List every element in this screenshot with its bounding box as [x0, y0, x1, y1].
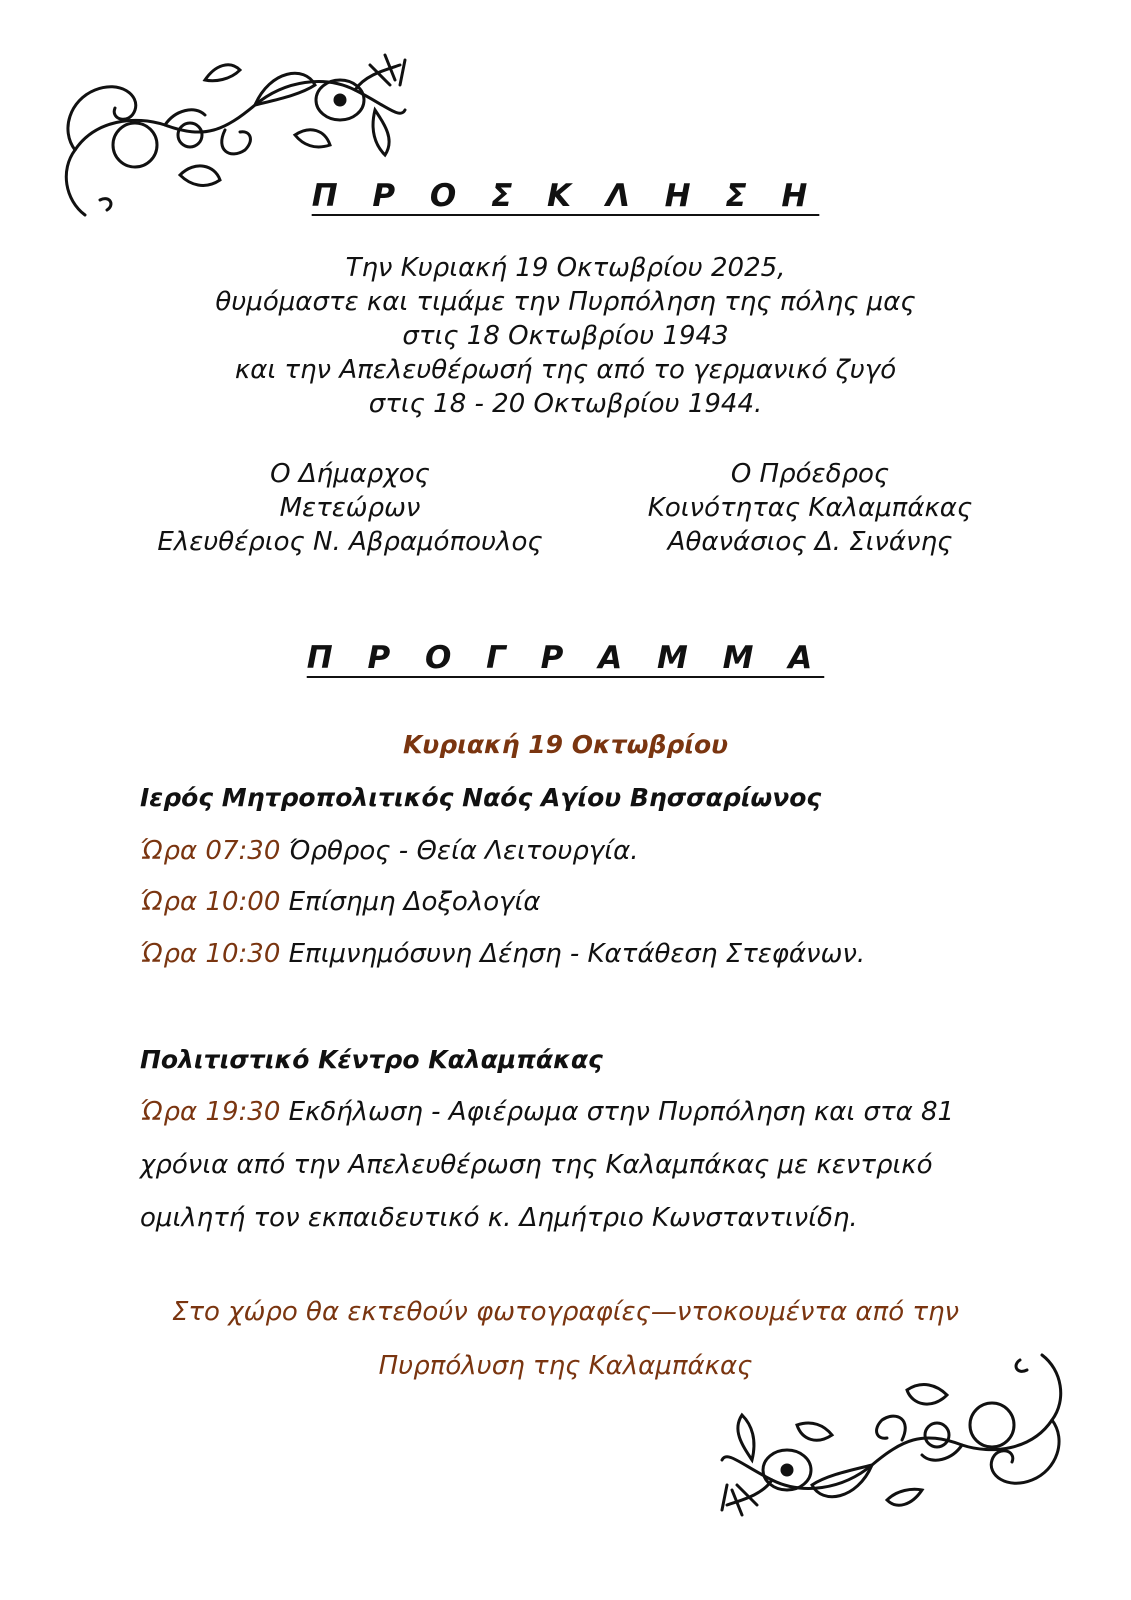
signatory-president: [630, 457, 990, 559]
program-day-heading: Κυριακή 19 Οκτωβρίου: [402, 730, 729, 759]
note-line: Πυρπόλυση της Καλαμπάκας: [378, 1351, 753, 1381]
intro-line: και την Απελευθέρωσή της από το γερμανικό ζυγό: [234, 355, 897, 385]
intro-line: στις 18 Οκτωβρίου 1943: [402, 321, 729, 351]
invitation-intro: [0, 251, 1131, 421]
signatory-municipality: Μετεώρων: [279, 493, 421, 523]
event-description: Επίσημη Δοξολογία: [280, 887, 541, 917]
event-time: Ώρα 10:30: [140, 939, 281, 969]
event-description: Εκδήλωση - Αφιέρωμα στην Πυρπόληση και στα 81: [280, 1097, 955, 1127]
program-title: Π Ρ Ο Γ Ρ Α Μ Μ Α: [306, 640, 825, 676]
signatory-name: Ελευθέριος Ν. Αβραμόπουλος: [157, 527, 543, 557]
event-time: Ώρα 07:30: [140, 836, 281, 866]
event-description: Επιμνημόσυνη Δέηση - Κατάθεση Στεφάνων.: [280, 939, 866, 969]
signatory-mayor: [135, 457, 565, 559]
signatory-name: Αθανάσιος Δ. Σινάνης: [667, 527, 953, 557]
note-line: Στο χώρο θα εκτεθούν φωτογραφίες—ντοκουμέντα από την: [171, 1297, 960, 1327]
venue-cathedral: Ιερός Μητροπολιτικός Ναός Αγίου Βησσαρίωνος: [140, 783, 822, 812]
event-description-continued: ομιλητή τον εκπαιδευτικό κ. Δημήτριο Κωνσταντινίδη.: [140, 1203, 858, 1233]
program-event: [140, 836, 639, 866]
event-description: Όρθρος - Θεία Λειτουργία.: [280, 836, 639, 866]
signatory-role: Ο Δήμαρχος: [270, 459, 430, 489]
program-event: [140, 887, 540, 917]
signatory-role: Ο Πρόεδρος: [730, 459, 890, 489]
floral-ornament-bottom-icon: [712, 1345, 1072, 1520]
invitation-title: Π Ρ Ο Σ Κ Λ Η Σ Η: [311, 178, 820, 214]
intro-line: θυμόμαστε και τιμάμε την Πυρπόληση της πόλης μας: [215, 287, 916, 317]
intro-line: στις 18 - 20 Οκτωβρίου 1944.: [368, 389, 763, 419]
event-description-continued: χρόνια από την Απελευθέρωση της Καλαμπάκας με κεντρικό: [140, 1150, 933, 1180]
program-event: [140, 939, 865, 969]
venue-cultural-center: Πολιτιστικό Κέντρο Καλαμπάκας: [140, 1045, 603, 1074]
event-time: Ώρα 10:00: [140, 887, 281, 917]
event-time: Ώρα 19:30: [140, 1097, 281, 1127]
signatory-community: Κοινότητας Καλαμπάκας: [647, 493, 973, 523]
intro-line: Την Κυριακή 19 Οκτωβρίου 2025,: [345, 253, 786, 283]
program-event: [140, 1097, 954, 1127]
